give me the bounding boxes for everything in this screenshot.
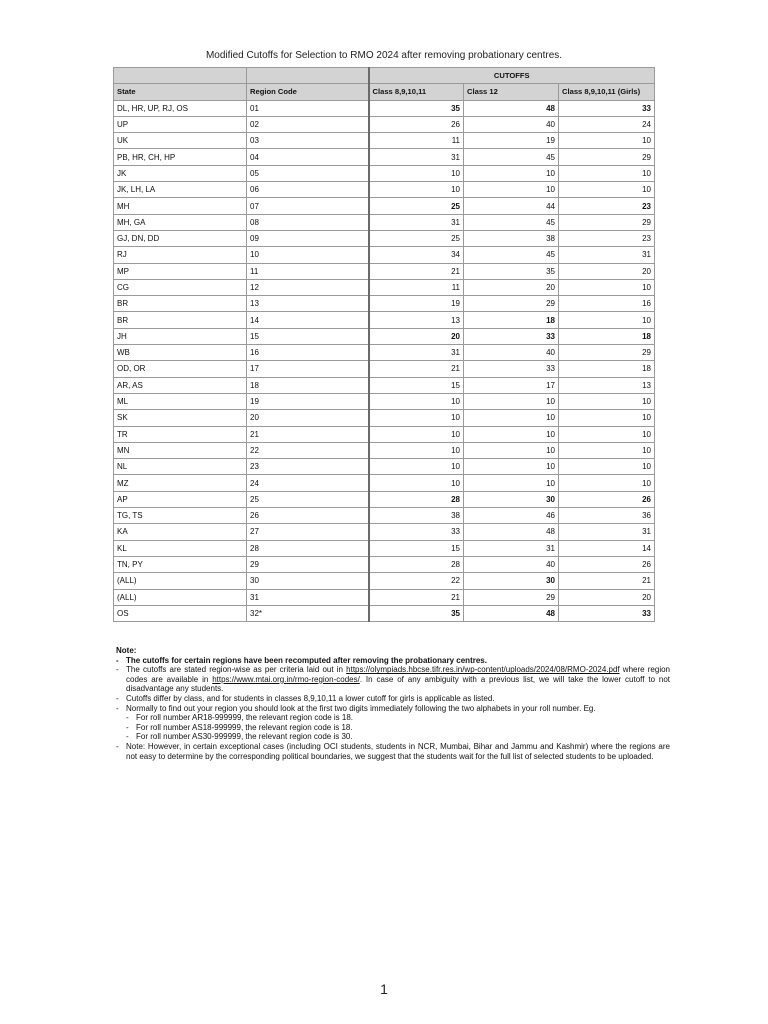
cell-class-12: 31 <box>464 540 559 556</box>
column-header-state: State <box>114 84 247 100</box>
cell-state: JK <box>114 165 247 181</box>
cell-class-12: 20 <box>464 279 559 295</box>
notes-section <box>116 646 670 761</box>
cell-class-12: 40 <box>464 116 559 132</box>
cell-class-12: 10 <box>464 410 559 426</box>
table-row <box>114 182 655 198</box>
cell-state: BR <box>114 296 247 312</box>
table-row <box>114 116 655 132</box>
table-row <box>114 491 655 507</box>
cell-class-12: 46 <box>464 508 559 524</box>
cell-region-code: 31 <box>247 589 369 605</box>
cell-class-8-11-girls: 23 <box>559 198 655 214</box>
table-row <box>114 459 655 475</box>
cell-class-8-11: 38 <box>369 508 464 524</box>
cell-class-8-11: 10 <box>369 426 464 442</box>
cell-state: (ALL) <box>114 573 247 589</box>
cell-class-8-11-girls: 29 <box>559 214 655 230</box>
cell-class-8-11: 10 <box>369 182 464 198</box>
note-item: - Normally to find out your region you should look at the first two digits immediately following the two alphabets in your roll number. Eg. <box>116 704 670 714</box>
cell-class-8-11-girls: 20 <box>559 263 655 279</box>
cell-region-code: 28 <box>247 540 369 556</box>
cell-class-12: 40 <box>464 345 559 361</box>
page-number: 1 <box>380 981 388 997</box>
cell-state: ML <box>114 393 247 409</box>
cell-class-8-11: 10 <box>369 393 464 409</box>
cell-class-8-11-girls: 10 <box>559 393 655 409</box>
cell-class-12: 35 <box>464 263 559 279</box>
cell-class-12: 18 <box>464 312 559 328</box>
cell-class-8-11-girls: 16 <box>559 296 655 312</box>
cell-state: JH <box>114 328 247 344</box>
table-row <box>114 540 655 556</box>
cell-state: TN, PY <box>114 556 247 572</box>
cell-state: MN <box>114 442 247 458</box>
table-row <box>114 263 655 279</box>
page-title: Modified Cutoffs for Selection to RMO 2024 after removing probationary centres. <box>205 50 563 61</box>
cell-state: CG <box>114 279 247 295</box>
cell-region-code: 05 <box>247 165 369 181</box>
header-blank-state <box>114 68 247 84</box>
region-codes-link[interactable]: https://www.mtai.org.in/rmo-region-codes/ <box>212 674 360 684</box>
cell-class-12: 40 <box>464 556 559 572</box>
cell-class-8-11-girls: 33 <box>559 605 655 621</box>
cell-class-8-11-girls: 24 <box>559 116 655 132</box>
cell-class-8-11-girls: 10 <box>559 279 655 295</box>
cell-class-8-11-girls: 29 <box>559 345 655 361</box>
cell-class-12: 30 <box>464 491 559 507</box>
cell-class-8-11: 21 <box>369 361 464 377</box>
cell-class-12: 45 <box>464 214 559 230</box>
table-row <box>114 589 655 605</box>
cell-class-12: 29 <box>464 589 559 605</box>
cell-class-8-11: 19 <box>369 296 464 312</box>
cell-state: JK, LH, LA <box>114 182 247 198</box>
cell-class-8-11: 25 <box>369 198 464 214</box>
cell-state: PB, HR, CH, HP <box>114 149 247 165</box>
cell-region-code: 18 <box>247 377 369 393</box>
cell-region-code: 20 <box>247 410 369 426</box>
note-text: The cutoffs are stated region-wise as per criteria laid out in <box>126 665 347 675</box>
cell-class-8-11: 34 <box>369 247 464 263</box>
cell-region-code: 21 <box>247 426 369 442</box>
cell-state: UK <box>114 133 247 149</box>
table-row <box>114 149 655 165</box>
note-item: - Cutoffs differ by class, and for students in classes 8,9,10,11 a lower cutoff for girls is applicable as listed. <box>116 694 670 704</box>
cell-class-8-11-girls: 10 <box>559 442 655 458</box>
cell-region-code: 10 <box>247 247 369 263</box>
cell-class-12: 45 <box>464 149 559 165</box>
cell-state: BR <box>114 312 247 328</box>
cell-class-8-11: 28 <box>369 491 464 507</box>
cell-class-12: 48 <box>464 524 559 540</box>
note-subitem: - For roll number AS30-999999, the relevant region code is 30. <box>116 732 670 742</box>
cell-class-8-11: 15 <box>369 377 464 393</box>
cell-class-8-11: 11 <box>369 279 464 295</box>
cell-class-8-11-girls: 10 <box>559 182 655 198</box>
table-body <box>114 100 655 622</box>
cell-class-12: 17 <box>464 377 559 393</box>
notes-list <box>116 656 670 762</box>
cell-class-8-11-girls: 18 <box>559 328 655 344</box>
cell-class-12: 33 <box>464 361 559 377</box>
cell-region-code: 27 <box>247 524 369 540</box>
cell-class-8-11: 15 <box>369 540 464 556</box>
table-row <box>114 426 655 442</box>
cell-class-8-11-girls: 21 <box>559 573 655 589</box>
cell-region-code: 16 <box>247 345 369 361</box>
column-header-region-code: Region Code <box>247 84 369 100</box>
cell-class-12: 10 <box>464 475 559 491</box>
cell-class-8-11-girls: 23 <box>559 230 655 246</box>
cell-class-8-11: 22 <box>369 573 464 589</box>
cell-state: (ALL) <box>114 589 247 605</box>
cell-region-code: 23 <box>247 459 369 475</box>
cell-class-12: 33 <box>464 328 559 344</box>
table-row <box>114 328 655 344</box>
table-row <box>114 475 655 491</box>
cell-state: TR <box>114 426 247 442</box>
cell-region-code: 12 <box>247 279 369 295</box>
cell-region-code: 13 <box>247 296 369 312</box>
table-row <box>114 508 655 524</box>
table-row <box>114 361 655 377</box>
cell-class-8-11: 31 <box>369 149 464 165</box>
cell-class-8-11: 10 <box>369 459 464 475</box>
table-row <box>114 345 655 361</box>
cell-state: MH <box>114 198 247 214</box>
table-row <box>114 100 655 116</box>
cell-region-code: 26 <box>247 508 369 524</box>
note-text: where region codes are available in <box>126 665 670 684</box>
cell-region-code: 08 <box>247 214 369 230</box>
table-row <box>114 573 655 589</box>
table-row <box>114 556 655 572</box>
cell-class-12: 48 <box>464 100 559 116</box>
note-subitem: - For roll number AR18-999999, the relevant region code is 18. <box>116 713 670 723</box>
cell-state: MH, GA <box>114 214 247 230</box>
cell-class-12: 10 <box>464 459 559 475</box>
cell-class-8-11: 11 <box>369 133 464 149</box>
cell-state: KL <box>114 540 247 556</box>
cell-region-code: 22 <box>247 442 369 458</box>
rmo-criteria-link[interactable]: https://olympiads.hbcse.tifr.res.in/wp-content/uploads/2024/08/RMO-2024.pdf <box>346 665 620 675</box>
cell-region-code: 17 <box>247 361 369 377</box>
table-row <box>114 410 655 426</box>
cell-class-8-11: 33 <box>369 524 464 540</box>
cell-class-8-11-girls: 10 <box>559 312 655 328</box>
table-row <box>114 442 655 458</box>
cell-state: AR, AS <box>114 377 247 393</box>
cell-state: NL <box>114 459 247 475</box>
cell-region-code: 30 <box>247 573 369 589</box>
table-row <box>114 214 655 230</box>
column-header-class-12: Class 12 <box>464 84 559 100</box>
table-row <box>114 133 655 149</box>
cell-class-8-11: 25 <box>369 230 464 246</box>
cell-class-12: 10 <box>464 426 559 442</box>
cell-region-code: 15 <box>247 328 369 344</box>
cell-region-code: 07 <box>247 198 369 214</box>
cell-class-8-11: 21 <box>369 263 464 279</box>
cell-class-8-11: 31 <box>369 345 464 361</box>
table-row <box>114 377 655 393</box>
cell-class-8-11: 31 <box>369 214 464 230</box>
cell-state: AP <box>114 491 247 507</box>
cell-class-8-11-girls: 14 <box>559 540 655 556</box>
table-row <box>114 279 655 295</box>
cell-class-12: 38 <box>464 230 559 246</box>
cell-class-12: 19 <box>464 133 559 149</box>
cell-class-8-11-girls: 10 <box>559 410 655 426</box>
note-item: - The cutoffs for certain regions have been recomputed after removing the probationary centres. <box>116 656 670 666</box>
table-row <box>114 247 655 263</box>
cell-class-8-11: 10 <box>369 410 464 426</box>
cell-class-8-11-girls: 18 <box>559 361 655 377</box>
cell-class-8-11: 35 <box>369 100 464 116</box>
cell-class-12: 10 <box>464 165 559 181</box>
cell-region-code: 11 <box>247 263 369 279</box>
cell-region-code: 29 <box>247 556 369 572</box>
cell-region-code: 06 <box>247 182 369 198</box>
cell-class-12: 48 <box>464 605 559 621</box>
cell-class-12: 10 <box>464 442 559 458</box>
cell-class-12: 44 <box>464 198 559 214</box>
cell-class-8-11-girls: 10 <box>559 426 655 442</box>
cell-class-8-11-girls: 20 <box>559 589 655 605</box>
cell-class-8-11: 10 <box>369 442 464 458</box>
cell-class-8-11-girls: 31 <box>559 247 655 263</box>
cell-class-12: 45 <box>464 247 559 263</box>
cell-class-8-11: 26 <box>369 116 464 132</box>
cell-class-8-11-girls: 10 <box>559 165 655 181</box>
cell-state: RJ <box>114 247 247 263</box>
cell-class-8-11: 35 <box>369 605 464 621</box>
cell-state: GJ, DN, DD <box>114 230 247 246</box>
cell-class-12: 30 <box>464 573 559 589</box>
cell-state: WB <box>114 345 247 361</box>
cell-region-code: 32* <box>247 605 369 621</box>
cell-class-8-11: 20 <box>369 328 464 344</box>
cell-region-code: 14 <box>247 312 369 328</box>
cell-state: SK <box>114 410 247 426</box>
cell-class-8-11: 10 <box>369 475 464 491</box>
cell-class-12: 29 <box>464 296 559 312</box>
cell-class-8-11-girls: 29 <box>559 149 655 165</box>
cell-region-code: 19 <box>247 393 369 409</box>
cell-region-code: 04 <box>247 149 369 165</box>
cell-state: TG, TS <box>114 508 247 524</box>
cutoffs-table <box>113 67 655 622</box>
table-row <box>114 165 655 181</box>
cell-region-code: 03 <box>247 133 369 149</box>
note-item <box>116 665 670 694</box>
cell-region-code: 09 <box>247 230 369 246</box>
cell-region-code: 25 <box>247 491 369 507</box>
cell-state: OD, OR <box>114 361 247 377</box>
cell-state: KA <box>114 524 247 540</box>
cell-class-8-11: 10 <box>369 165 464 181</box>
cutoffs-group-header: CUTOFFS <box>369 68 655 84</box>
table-row <box>114 605 655 621</box>
table-row <box>114 230 655 246</box>
cell-region-code: 24 <box>247 475 369 491</box>
cell-class-8-11-girls: 10 <box>559 459 655 475</box>
cell-state: MP <box>114 263 247 279</box>
cell-state: DL, HR, UP, RJ, OS <box>114 100 247 116</box>
cell-region-code: 01 <box>247 100 369 116</box>
cell-class-8-11-girls: 13 <box>559 377 655 393</box>
header-blank-region <box>247 68 369 84</box>
cell-class-8-11: 21 <box>369 589 464 605</box>
note-subitem: - For roll number AS18-999999, the relevant region code is 18. <box>116 723 670 733</box>
cell-class-12: 10 <box>464 182 559 198</box>
table-row <box>114 524 655 540</box>
cell-class-12: 10 <box>464 393 559 409</box>
note-item: - Note: However, in certain exceptional cases (including OCI students, students in NCR, Mumbai, Bihar and Jammu and Kashmir) where the regions are not easy to determine by the corresponding political boundaries, we suggest that the students wait for the full list of selected students to be uploaded. <box>116 742 670 761</box>
cell-class-8-11: 13 <box>369 312 464 328</box>
cell-class-8-11-girls: 33 <box>559 100 655 116</box>
note-text: . In case of any ambiguity with a previous list, we will take the lower cutoff to not disadvantage any students. <box>126 674 671 694</box>
column-header-class-8-11-girls: Class 8,9,10,11 (Girls) <box>559 84 655 100</box>
table-row <box>114 296 655 312</box>
cell-state: UP <box>114 116 247 132</box>
cell-class-8-11-girls: 10 <box>559 133 655 149</box>
notes-title: Note: <box>116 646 137 655</box>
cell-state: OS <box>114 605 247 621</box>
cell-class-8-11-girls: 31 <box>559 524 655 540</box>
cell-state: MZ <box>114 475 247 491</box>
table-row <box>114 312 655 328</box>
cell-class-8-11-girls: 26 <box>559 491 655 507</box>
column-header-class-8-11: Class 8,9,10,11 <box>369 84 464 100</box>
cell-region-code: 02 <box>247 116 369 132</box>
table-row <box>114 198 655 214</box>
cell-class-8-11: 28 <box>369 556 464 572</box>
cell-class-8-11-girls: 36 <box>559 508 655 524</box>
table-row <box>114 393 655 409</box>
cell-class-8-11-girls: 10 <box>559 475 655 491</box>
cell-class-8-11-girls: 26 <box>559 556 655 572</box>
